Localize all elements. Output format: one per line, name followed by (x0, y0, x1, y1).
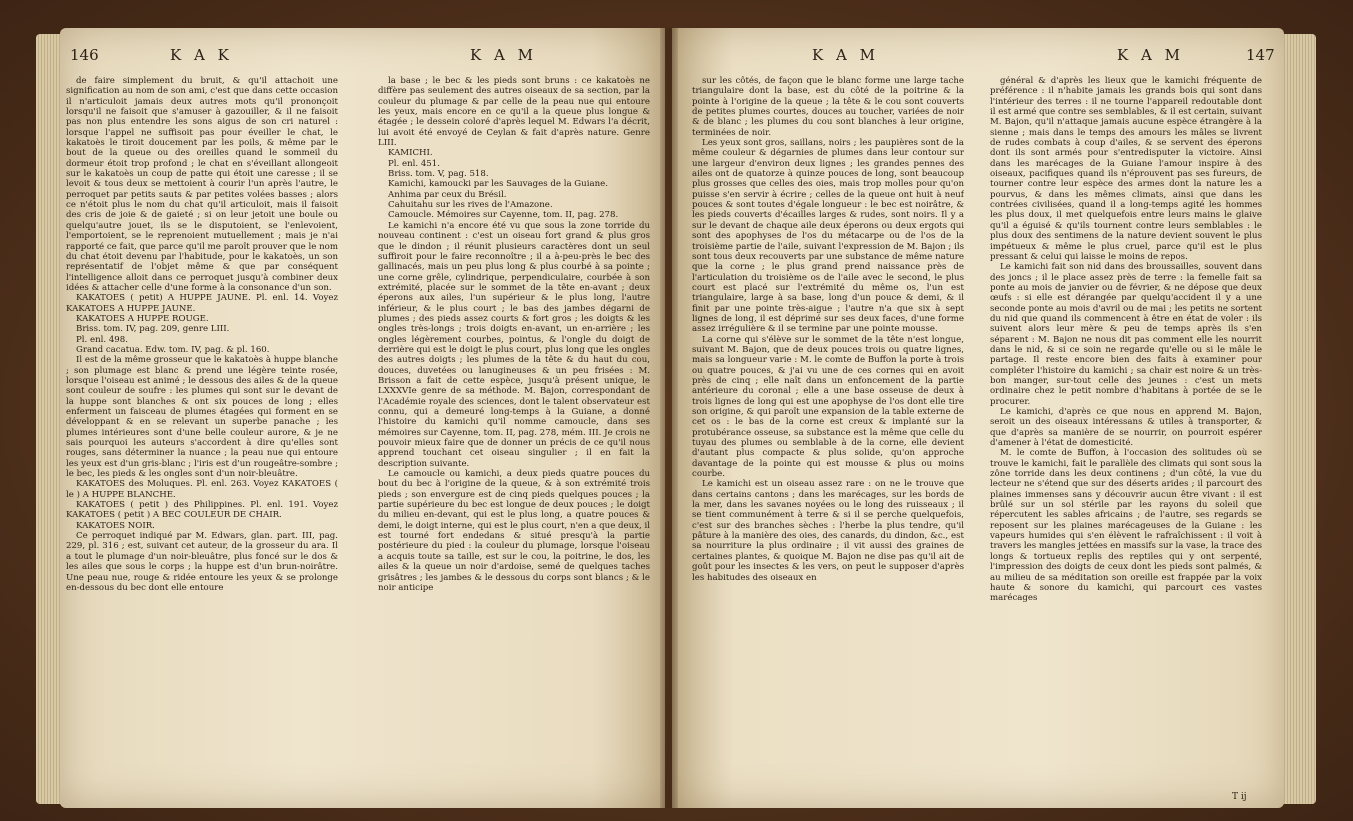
paragraph: Briss. tom. V, pag. 518. (388, 169, 489, 180)
paragraph: Camoucle. Mémoires sur Cayenne, tom. II, pag. 278. (388, 210, 619, 221)
paragraph: Ce perroquet indiqué par M. Edwars, glan. part. III, pag. 229, pl. 316 ; est, suivant cet auteur, de la grosseur du ara. Il a tout le plumage d'un noir-bleuâtre, plus foncé sur le dos & les ailes que sous le corps ; la huppe est d'un brun-noirâtre. Une peau nue, rouge & ridée entoure les yeux & se prolonge en-dessous du bec dont elle entoure (66, 531, 338, 593)
signature-mark: T ij (1232, 792, 1247, 802)
paragraph: la base ; le bec & les pieds sont bruns : ce kakatoès ne diffère pas seulement des autres oiseaux de sa section, par la couleur du plumage & par celle de la peau nue qui entoure les yeux, mais encore en ce qu'il a la queue plus longue & étagée ; le dessein coloré d'après lequel M. Edwars l'a décrit, lui avoit été envoyé de Ceylan & fait d'après nature. Genre LIII. (378, 76, 650, 149)
left-page-number: 146 (70, 46, 99, 64)
paragraph: KAKATOES des Moluques. Pl. enl. 263. Voyez KAKATOES ( le ) A HUPPE BLANCHE. (66, 479, 338, 500)
paragraph: Le camoucle ou kamichi, a deux pieds quatre pouces du bout du bec à l'origine de la queue, & à son extrémité trois pieds ; son envergure est de cinq pieds quelques pouces ; la partie supérieure du bec est longue de deux pouces ; le doigt du milieu en-devant, qui est le plus long, a quatre pouces & demi, le doigt interne, qui est le plus court, n'en a que deux, il est tourné fort endedans & situé presqu'à la partie postérieure du pied : la couleur du plumage, lorsque l'oiseau a acquis toute sa taille, est sur le cou, la poitrine, le dos, les ailes & la queue un noir d'ardoise, semé de quelques taches grisâtres ; les jambes & le dessous du corps sont blancs ; & le noir anticipe (378, 469, 650, 593)
paragraph: Les yeux sont gros, saillans, noirs ; les paupières sont de la même couleur & dégarnies de plumes dans leur contour sur une largeur d'environ deux lignes ; les grandes pennes des ailes ont de quatorze à quinze pouces de long, sont beaucoup plus grosses que celles des oies, mais trop molles pour qu'on puisse s'en servir à écrire ; celles de la queue ont huit à neuf pouces & sont toutes d'égale longueur : le bec est noirâtre, & les pieds couverts d'écailles larges & rudes, sont noirs. Il y a sur le devant de chaque aile deux éperons ou deux ergots qui sont des apophyses de l'os du métacarpe ou de l'os de la troisième partie de l'aile, suivant l'expression de M. Bajon ; ils sont tous deux recouverts par une substance de même nature que la corne ; le plus grand prend naissance près de l'articulation du troisième os de l'aile avec le second, le plus court est placé sur l'extrémité du même os, l'un est triangulaire, large à sa base, long d'un pouce & demi, & il finit par une pointe très-aigue ; l'autre n'a que six à sept lignes de long, il est déprimé sur ses deux faces, d'une forme assez irrégulière & il se termine par une pointe mousse. (692, 138, 964, 335)
paragraph: Briss. tom. IV, pag. 209, genre LIII. (76, 324, 230, 335)
right-page-number: 147 (1246, 46, 1275, 64)
right-page-header: K A M (812, 46, 879, 64)
paragraph: Cahuitahu sur les rives de l'Amazone. (388, 200, 553, 211)
paragraph: KAKATOES NOIR. (76, 520, 155, 531)
left-column-1 (66, 76, 338, 796)
left-page (60, 28, 665, 808)
paragraph: M. le comte de Buffon, à l'occasion des solitudes où se trouve le kamichi, fait le parallèle des climats qui sont sous la zône torride dans les deux continens ; d'un côté, la vue du lecteur ne s'étend que sur des déserts arides ; il parcourt des plaines immenses sans y découvrir aucun être vivant : il est brûlé sur un sol stérile par les rayons du soleil que répercutent les sables africains ; de l'autre, ses regards se reposent sur les plaines marécageuses de la Guiane : les vapeurs humides qui s'en élèvent le rafraîchissent : il voit à travers les mangles jettées en massifs sur la vase, la trace des longs & tortueux replis des reptiles qui y ont serpenté, l'impression des doigts de ceux dont les pieds sont palmés, & au milieu de sa méditation son oreille est frappée par la voix haute & sonore du kamichi, qui parcourt ces vastes marécages (990, 448, 1262, 604)
paragraph: de faire simplement du bruit, & qu'il attachoit une signification au nom de son ami, c'est que dans cette occasion il n'articuloit jamais deux autres mots qu'il prononçoit lorsqu'il ne faisoit que s'amuser à gazouiller, & il ne faisoit pas non plus entendre les sons aigus de son cri naturel : lorsque l'appel ne suffisoit pas pour éveiller le chat, le kakatoès le tiroit doucement par les poils, & même par le bout de la queue ou des oreilles quand le sommeil du dormeur étoit trop profond ; le chat en s'éveillant allongeoit sur le kakatoès un coup de patte qui étoit une caresse ; il se levoit & tous deux se mettoient à courir l'un après l'autre, le perroquet par petits sauts & par petites volées basses ; alors ce n'étoit plus le nom du chat qu'il articuloit, mais il faisoit des cris de joie & de gaieté ; si on leur jetoit une boule ou quelqu'autre jouet, ils se le disputoient, se l'enlevoient, l'emportoient, se le reprenoient mutuellement ; mais je n'ai rapporté ce fait, que parce qu'il me paroît prouver que le nom du chat étoit devenu par l'habitude, pour le kakatoès, un son représentatif de l'objet même & que par conséquent l'intelligence alloit dans ce perroquet jusqu'à combiner deux idées & attacher celle d'une forme à la consonance d'un son. (66, 76, 338, 293)
paragraph: KAKATOES ( petit) A HUPPE JAUNE. Pl. enl. 14. Voyez KAKATOES A HUPPE JAUNE. (66, 293, 338, 314)
right-page (672, 28, 1284, 808)
paragraph: KAMICHI. (388, 148, 433, 159)
left-column-2 (378, 76, 650, 796)
right-column-1 (692, 76, 964, 796)
paragraph: Kamichi, kamoucki par les Sauvages de la Guiane. (388, 179, 608, 190)
paragraph: sur les côtés, de façon que le blanc forme une large tache triangulaire dont la base, est du côté de la poitrine & la pointe à l'origine de la queue ; la tête & le cou sont couverts de petites plumes courtes, douces au toucher, variées de noir & de blanc ; les plumes du cou sont blanches à leur origine, terminées de noir. (692, 76, 964, 138)
paragraph: La corne qui s'élève sur le sommet de la tête n'est longue, suivant M. Bajon, que de deux pouces trois ou quatre lignes, mais sa longueur varie : M. le comte de Buffon la porte à trois ou quatre pouces, & j'ai vu une de ces cornes qui en avoit près de cinq ; elle naît dans un enfoncement de la partie antérieure du coronal ; elle a une base osseuse de deux à trois lignes de long qui est une apophyse de l'os dont elle tire son origine, & qui paroît une expansion de la table externe de cet os : le bas de la corne est creux & implanté sur la protubérance osseuse, sa substance est la même que celle du tuyau des plumes ou semblable à de la corne, elle devient d'autant plus compacte & plus solide, qu'on approche davantage de la pointe qui est mousse & plus ou moins courbe. (692, 334, 964, 480)
paragraph: KAKATOES A HUPPE ROUGE. (76, 313, 209, 324)
paragraph: Pl. enl. 451. (388, 158, 440, 169)
paragraph: Pl. enl. 498. (76, 334, 128, 345)
left-page-header-right: K A M (470, 46, 537, 64)
paragraph: Anhima par ceux du Brésil. (388, 189, 507, 200)
paragraph: Le kamichi n'a encore été vu que sous la zone torride du nouveau continent : c'est un oiseau fort grand & plus gros que le dindon ; il réunit plusieurs caractères dont un seul suffiroit pour le faire reconnoître ; il a à-peu-près le bec des gallinacés, mais un peu plus long & plus courbé à sa pointe ; une corne grêle, cylindrique, perpendiculaire, courbée à son extrémité, placée sur le sommet de la tête en-avant ; deux éperons aux ailes, l'un supérieur & le plus long, l'autre inférieur, & le plus court ; le bas des jambes dégarni de plumes ; des pieds assez courts & fort gros ; les doigts & les ongles très-longs ; trois doigts en-avant, un en-arrière ; les ongles légèrement courbes, pointus, & l'ongle du doigt de derrière qui est le doigt le plus court, plus long que les ongles des autres doigts ; les plumes de la tête & du haut du cou, douces, duvetées ou lanugineuses & un peu frisées : M. Brisson a fait de cette espèce, jusqu'à présent unique, le LXXXVIe genre de sa méthode. M. Bajon, correspondant de l'Académie royale des sciences, dont le talent observateur est connu, qui a demeuré long-temps à la Guiane, a donné l'histoire du kamichi qu'il nomme camoucle, dans ses mémoires sur Cayenne, tom. II, pag. 278, mém. III. Je crois ne pouvoir mieux faire que de donner un précis de ce qu'il nous apprend touchant cet oiseau singulier ; il en fait la description suivante. (378, 220, 650, 469)
right-page-edges (1282, 34, 1316, 804)
paragraph: KAKATOES ( petit ) des Philippines. Pl. enl. 191. Voyez KAKATOES ( petit ) A BEC COULEUR DE CHAIR. (66, 500, 338, 521)
paragraph: Il est de la même grosseur que le kakatoès à huppe blanche ; son plumage est blanc & prend une légère teinte rosée, lorsque l'oiseau est animé ; le dessous des ailes & de la queue sont couleur de soufre : les plumes qui sont sur le devant de la huppe sont blanches & ont six pouces de long ; elles enferment un faisceau de plumes étagées qui forment en se développant & en se relevant un superbe panache ; les plumes intérieures sont d'une belle couleur aurore, & je ne sais pourquoi les auteurs s'accordent à dire qu'elles sont rouges, sans déterminer la nuance ; la peau nue qui entoure les yeux est d'un gris-blanc ; l'iris est d'un rougeâtre-sombre ; le bec, les pieds & les ongles sont d'un noir-bleuâtre. (66, 355, 338, 480)
right-page-header-right: K A M (1117, 46, 1184, 64)
left-page-edges (36, 34, 62, 804)
book-gutter (660, 28, 678, 808)
paragraph: Le kamichi fait son nid dans des broussailles, souvent dans des joncs ; il le place assez près de terre : la femelle fait sa ponte au mois de janvier ou de février, & ne dépose que deux œufs : si elle est dérangée par quelqu'accident il y a une seconde ponte au mois d'avril ou de mai ; les petits ne sortent du nid que quand ils commencent à être en état de voler : ils suivent alors leur mère & peu de temps après ils s'en séparent : M. Bajon ne nous dit pas comment elle les nourrit dans le nid, & si ce soin ne regarde qu'elle ou si le mâle le partage. Il reste encore bien des faits à examiner pour compléter l'histoire du kamichi ; sa chair est noire & un très-bon manger, sur-tout celle des jeunes : c'est un mets ordinaire chez le petit nombre d'habitans à portée de se le procurer. (990, 262, 1262, 407)
left-page-header: K A K (170, 46, 233, 64)
paragraph: général & d'après les lieux que le kamichi fréquente de préférence : il n'habite jamais les grands bois qui sont dans l'intérieur des terres : il ne tourne l'appareil redoutable dont il est armé que contre ses semblables, & il est certain, suivant M. Bajon, qu'il n'attaque jamais aucune espèce étrangère à la sienne ; mais dans le temps des amours les mâles se livrent de rudes combats à coup d'ailes, & se servent des éperons dont ils sont armés pour s'entredisputer la victoire. Ainsi dans les marécages de la Guiane l'amour inspire à des oiseaux, pacifiques quand ils n'éprouvent pas ses fureurs, de tourner contre leur espèce des armes dont la nature les a pourvus, & dans les mêmes climats, ainsi que dans les contrées civilisées, quand il a long-temps agité les hommes les plus doux, il met quelquefois entre leurs mains le glaive qu'il a éguisé & qu'ils tournent contre leurs semblables : le plus doux des sentimens de la nature devient souvent le plus impétueux & même le plus cruel, parce qu'il est le plus pressant & celui qui laisse le moins de repos. (990, 76, 1262, 262)
paragraph: Le kamichi, d'après ce que nous en apprend M. Bajon, seroit un des oiseaux intéressans & utiles à transporter, & que d'après sa manière de se nourrir, on pourroit espérer d'amener à l'état de domesticité. (990, 407, 1262, 449)
right-column-2 (990, 76, 1262, 796)
paragraph: Le kamichi est un oiseau assez rare : on ne le trouve que dans certains cantons ; dans les marécages, sur les bords de la mer, dans les savanes noyées ou le long des ruisseaux ; il se tient communément à terre & si il se perche quelquefois, c'est sur des branches sèches : l'herbe la plus tendre, qu'il pâture à la manière des oies, des canards, du dindon, &c., est sa nourriture la plus ordinaire ; il vit aussi des graines de certaines plantes, & quoique M. Bajon ne dise pas qu'il ait de goût pour les insectes & les vers, on peut le supposer d'après les habitudes des oiseaux en (692, 479, 964, 583)
paragraph: Grand cacatua. Edw. tom. IV, pag. & pl. 160. (76, 344, 270, 355)
